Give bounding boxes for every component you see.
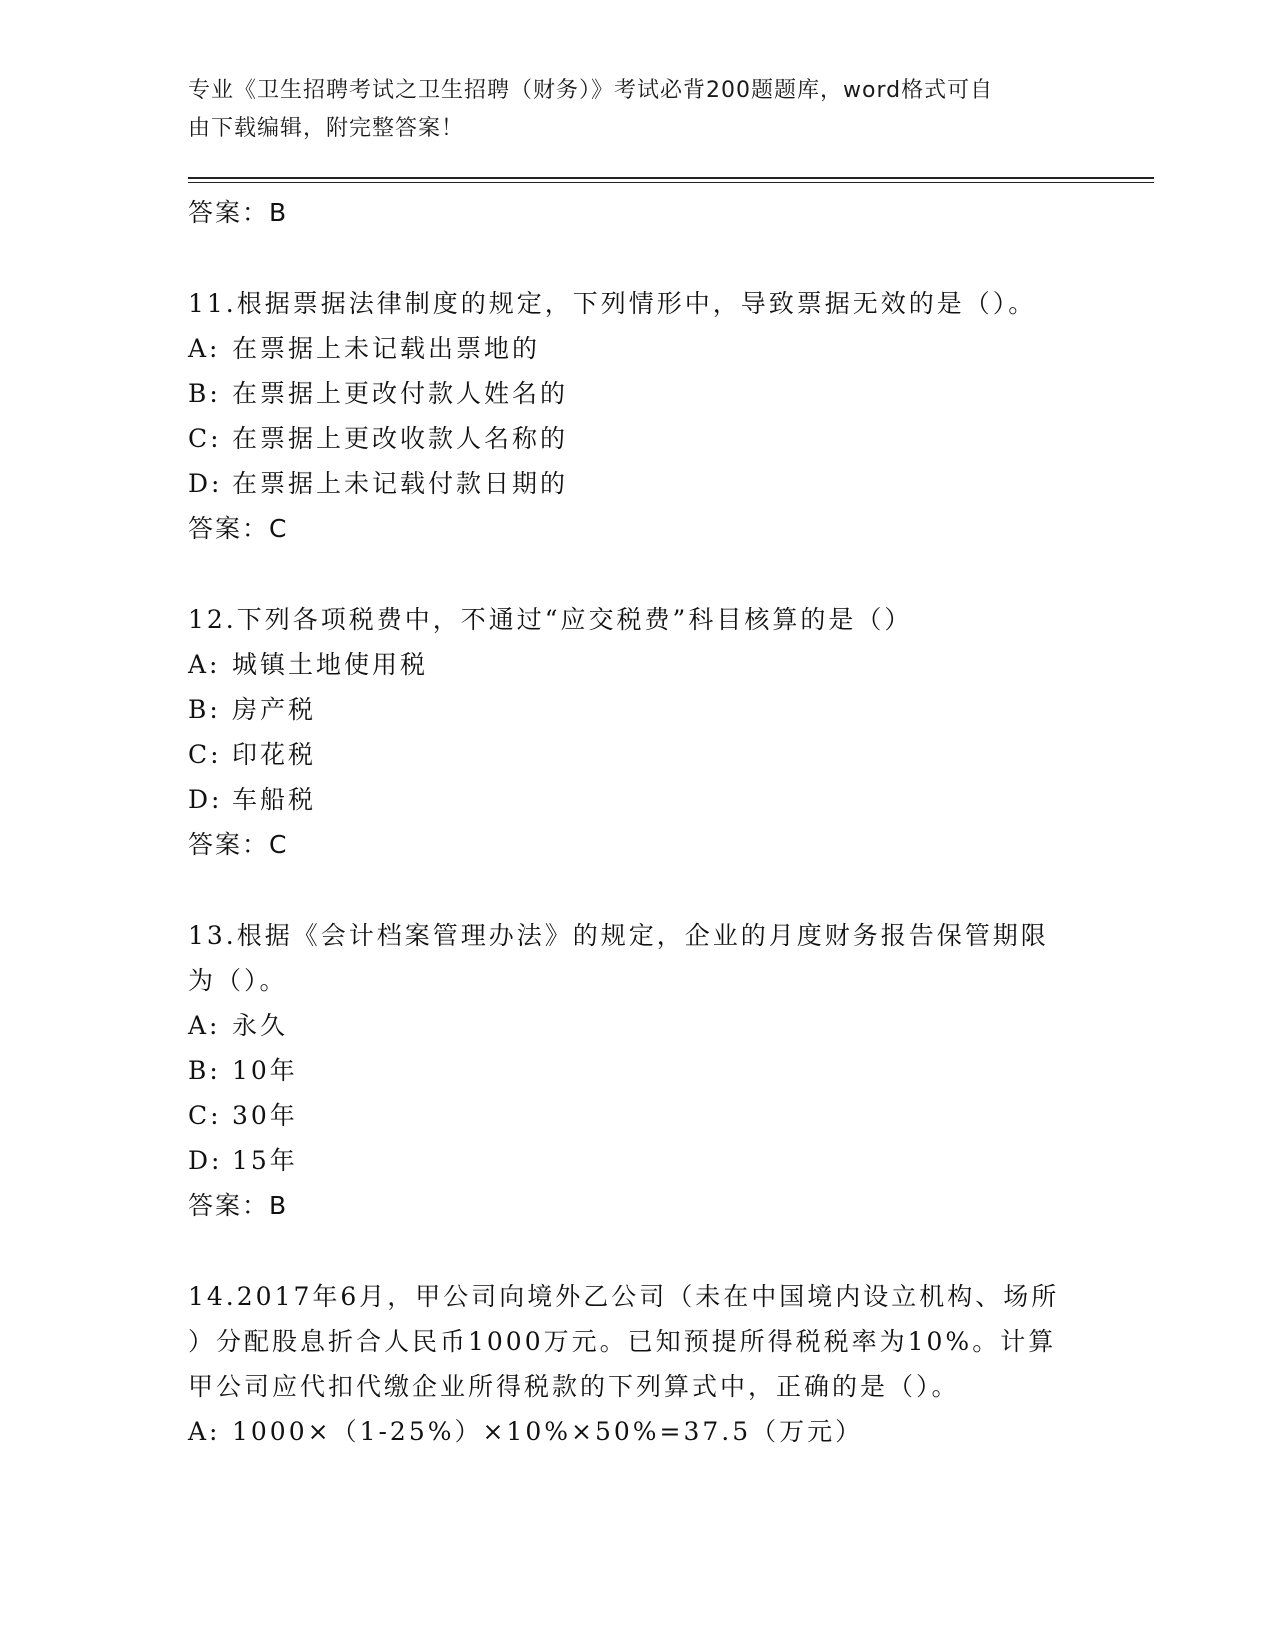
header-divider-thin: [188, 182, 1154, 183]
spacer: [188, 1228, 1088, 1274]
option-key: A:: [188, 1011, 221, 1040]
option-d: [188, 777, 1088, 822]
option-key: B:: [188, 379, 221, 408]
option-key: D:: [188, 1146, 223, 1175]
option-d: [188, 1138, 1088, 1183]
question-text-line-2: ）分配股息折合人民币1000万元。已知预提所得税税率为10%。计算: [188, 1327, 1057, 1356]
header-divider-thick: [188, 177, 1154, 179]
option-b: [188, 1048, 1088, 1093]
option-a: [188, 1003, 1088, 1048]
question-11: [188, 281, 1088, 551]
question-text: 12.下列各项税费中，不通过“应交税费”科目核算的是（）: [188, 605, 913, 634]
option-text: 城镇土地使用税: [232, 650, 429, 679]
option-text: 车船税: [232, 785, 317, 814]
option-key: C:: [188, 424, 222, 453]
option-d: [188, 461, 1088, 506]
option-c: [188, 1093, 1088, 1138]
option-c: [188, 416, 1088, 461]
question-text-line-3: 甲公司应代扣代缴企业所得税款的下列算式中，正确的是（）。: [188, 1372, 960, 1401]
question-text-line-1: 13.根据《会计档案管理办法》的规定，企业的月度财务报告保管期限: [188, 921, 1049, 950]
option-a: [188, 642, 1088, 687]
header-line-2: 由下载编辑，附完整答案！: [188, 116, 465, 141]
option-key: C:: [188, 740, 222, 769]
option-a: [188, 1409, 1088, 1454]
question-list: [188, 190, 1088, 1454]
option-key: A:: [188, 334, 221, 363]
answer-line: 答案：B: [188, 1191, 289, 1220]
option-key: D:: [188, 785, 223, 814]
option-text: 房产税: [232, 695, 317, 724]
spacer: [188, 551, 1088, 597]
option-key: A:: [188, 650, 221, 679]
question-text-line-2: 为（）。: [188, 966, 288, 995]
option-text: 在票据上更改收款人名称的: [232, 424, 569, 453]
option-text: 在票据上未记载付款日期的: [232, 469, 569, 498]
option-b: [188, 687, 1088, 732]
option-text: 10年: [232, 1056, 298, 1085]
question-12: [188, 597, 1088, 867]
option-c: [188, 732, 1088, 777]
option-key: A:: [188, 1417, 221, 1446]
option-text: 在票据上未记载出票地的: [232, 334, 541, 363]
option-text: 在票据上更改付款人姓名的: [232, 379, 569, 408]
option-b: [188, 371, 1088, 416]
header-line-1: 专业《卫生招聘考试之卫生招聘（财务）》考试必背200题题库，word格式可自: [188, 78, 994, 103]
spacer: [188, 235, 1088, 281]
option-key: C:: [188, 1101, 222, 1130]
spacer: [188, 867, 1088, 913]
option-a: [188, 326, 1088, 371]
option-key: B:: [188, 1056, 221, 1085]
answer-line: 答案：B: [188, 198, 289, 227]
option-text: 1000×（1-25%）×10%×50%=37.5（万元）: [232, 1417, 864, 1446]
option-text: 30年: [232, 1101, 298, 1130]
question-text: 11.根据票据法律制度的规定，下列情形中，导致票据无效的是（）。: [188, 289, 1037, 318]
option-text: 印花税: [232, 740, 317, 769]
question-13: [188, 913, 1088, 1228]
option-text: 永久: [232, 1011, 289, 1040]
option-key: B:: [188, 695, 221, 724]
document-header: [188, 72, 1068, 148]
option-key: D:: [188, 469, 223, 498]
answer-line: 答案：C: [188, 514, 289, 543]
option-text: 15年: [232, 1146, 298, 1175]
question-text-line-1: 14.2017年6月，甲公司向境外乙公司（未在中国境内设立机构、场所: [188, 1282, 1060, 1311]
answer-line: 答案：C: [188, 830, 289, 859]
question-14: [188, 1274, 1088, 1454]
